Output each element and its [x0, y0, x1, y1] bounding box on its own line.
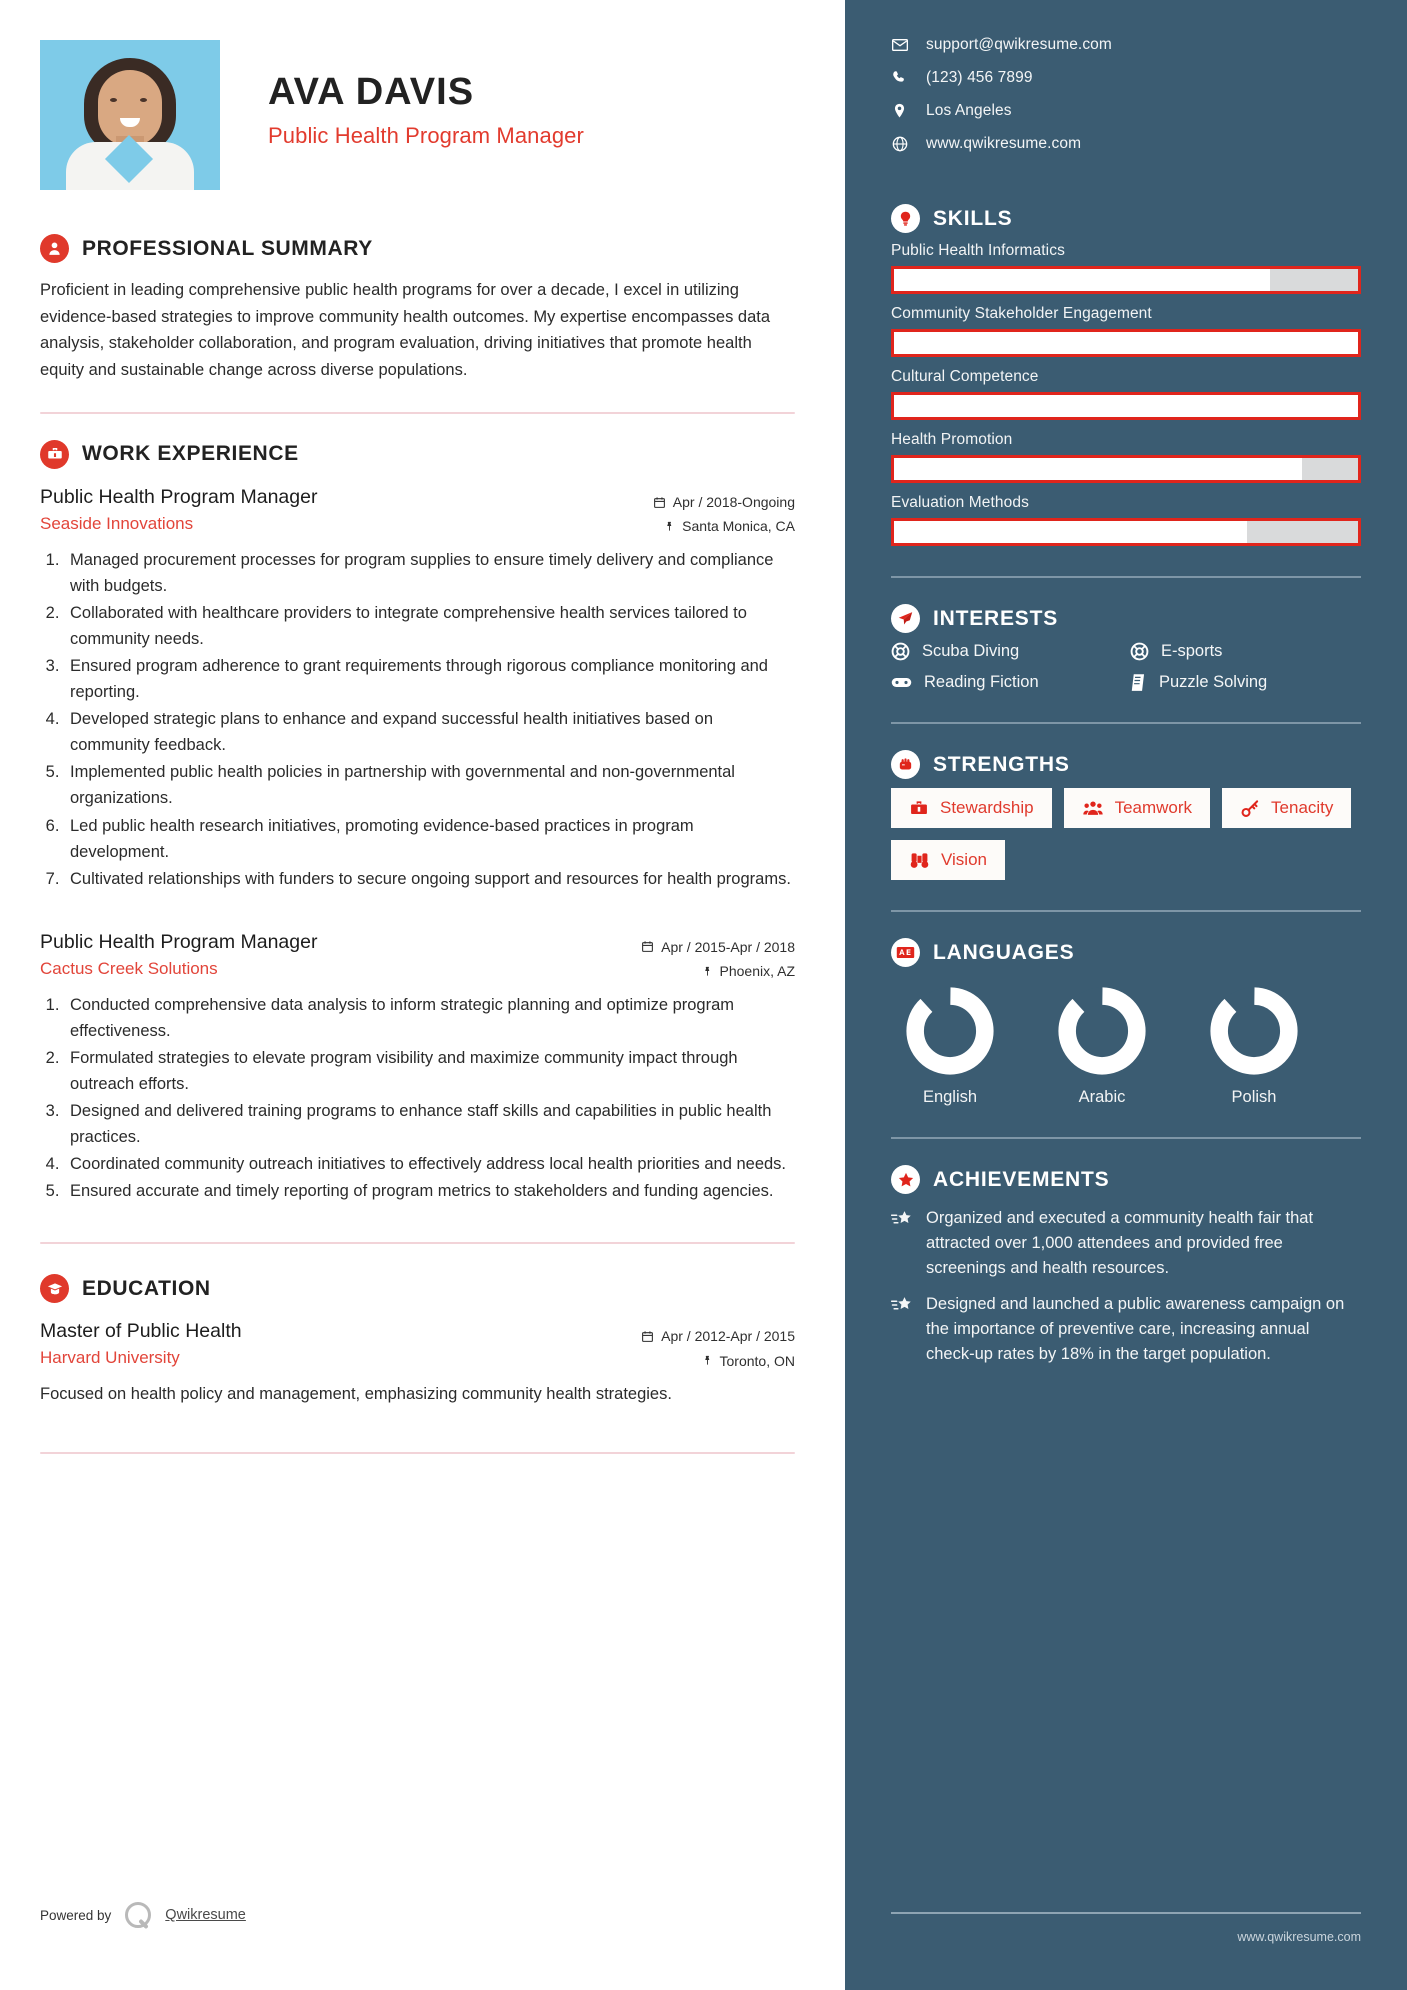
skill-bar — [891, 329, 1361, 357]
section-header-achievements — [891, 1165, 1361, 1194]
section-title: LANGUAGES — [933, 940, 1075, 964]
education-entry — [40, 1317, 795, 1407]
job-organization: Cactus Creek Solutions — [40, 958, 218, 978]
skill-label: Health Promotion — [891, 431, 1013, 448]
fist-icon — [891, 750, 920, 779]
contact-location: Los Angeles — [926, 101, 1012, 119]
education-description: Focused on health policy and management, emphasizing community health strategies. — [40, 1385, 672, 1404]
language-donut-chart — [1208, 985, 1300, 1077]
strength-label: Vision — [941, 850, 987, 869]
skill-bar-fill — [894, 332, 1358, 354]
sidebar-divider — [891, 1137, 1361, 1139]
star-badge-icon — [891, 1165, 920, 1194]
job-organization: Seaside Innovations — [40, 514, 194, 534]
interest-item — [891, 642, 1122, 661]
section-title: WORK EXPERIENCE — [82, 442, 299, 466]
contact-website: www.qwikresume.com — [926, 134, 1082, 152]
interest-label: Scuba Diving — [922, 642, 1020, 660]
translate-icon — [891, 938, 920, 967]
summary-text: Proficient in leading comprehensive public health programs for over a decade, I excel in utilizing evidence-based strategies to improve community health outcomes. My expertise encompasses data analysis, stakeholder collaboration, and program evaluation, driving initiatives that promote health equity and sustainable change across diverse populations. — [40, 281, 771, 380]
avatar — [40, 40, 220, 190]
language-donut-chart — [904, 985, 996, 1077]
skill-bar-fill — [894, 458, 1302, 480]
skill-bar — [891, 266, 1361, 294]
education-meta — [641, 1317, 795, 1373]
skill-bar — [891, 392, 1361, 420]
contact-website-row[interactable] — [891, 127, 1361, 160]
briefcase-icon — [909, 799, 929, 818]
sidebar — [845, 0, 1407, 1990]
skill-label: Evaluation Methods — [891, 494, 1029, 511]
strength-chip — [891, 788, 1052, 828]
skill-label: Cultural Competence — [891, 368, 1039, 385]
section-title: INTERESTS — [933, 606, 1059, 630]
bullet-item: 5. Ensured accurate and timely reporting of program metrics to stakeholders and funding agencies. — [64, 1178, 795, 1204]
pin-icon — [664, 520, 675, 533]
pin-icon — [702, 1354, 713, 1367]
strength-label: Tenacity — [1271, 798, 1334, 817]
language-label: Arabic — [1078, 1088, 1126, 1106]
binoculars-icon — [909, 851, 930, 870]
resume-header — [40, 40, 795, 190]
school-name: Harvard University — [40, 1348, 180, 1368]
map-pin-icon — [891, 103, 908, 119]
candidate-name: AVA DAVIS — [268, 71, 475, 113]
language-item — [1043, 985, 1161, 1107]
achievement-text: Organized and executed a community health fair that attracted over 1,000 attendees and provided free screenings and health resources. — [926, 1209, 1314, 1277]
job-title: Public Health Program Manager — [40, 930, 318, 953]
education-dates: Apr / 2012-Apr / 2015 — [661, 1328, 795, 1345]
strengths-grid — [891, 788, 1361, 880]
language-donut-chart — [1056, 985, 1148, 1077]
book-icon — [1130, 673, 1147, 692]
interest-item — [1130, 673, 1361, 692]
divider — [40, 412, 795, 414]
bullet-item: 2. Collaborated with healthcare providers to integrate comprehensive health services tailored to community needs. — [64, 600, 795, 652]
job-dates: Apr / 2018-Ongoing — [672, 493, 795, 510]
work-entry — [40, 928, 795, 1205]
language-item — [1195, 985, 1313, 1107]
sidebar-divider — [891, 1912, 1361, 1914]
skill-item — [891, 305, 1361, 357]
calendar-icon — [653, 496, 666, 509]
interest-item — [1130, 642, 1361, 661]
job-location-row — [641, 959, 795, 984]
languages-row — [891, 985, 1361, 1107]
work-entry — [40, 483, 795, 892]
divider — [40, 1242, 795, 1244]
section-header-interests — [891, 604, 1361, 633]
interest-label: E-sports — [1161, 642, 1223, 660]
candidate-role: Public Health Program Manager — [268, 122, 584, 148]
skill-item — [891, 431, 1361, 483]
job-bullets — [64, 992, 795, 1205]
job-location-row — [653, 514, 795, 539]
section-title: EDUCATION — [82, 1276, 211, 1300]
skill-label: Community Stakeholder Engagement — [891, 305, 1152, 322]
lightbulb-icon — [891, 204, 920, 233]
education-location-row — [641, 1349, 795, 1374]
pin-icon — [702, 965, 713, 978]
education-dates-row — [641, 1324, 795, 1349]
interest-item — [891, 673, 1122, 692]
sidebar-divider — [891, 910, 1361, 912]
job-dates-row — [641, 935, 795, 960]
achievement-text: Designed and launched a public awareness campaign on the importance of preventive care, increasing annual check-up rates by 18% in the target population. — [926, 1295, 1345, 1363]
section-title: ACHIEVEMENTS — [933, 1167, 1110, 1191]
skill-item — [891, 368, 1361, 420]
sidebar-divider — [891, 576, 1361, 578]
sidebar-footer — [891, 1912, 1361, 1944]
bullet-item: 6. Led public health research initiatives, promoting evidence-based practices in program development. — [64, 813, 795, 865]
job-dates: Apr / 2015-Apr / 2018 — [661, 938, 795, 955]
skill-label: Public Health Informatics — [891, 242, 1065, 259]
contact-email: support@qwikresume.com — [926, 35, 1112, 53]
bullet-item: 3. Ensured program adherence to grant requirements through rigorous compliance monitoring and reporting. — [64, 653, 795, 705]
job-bullets — [64, 547, 795, 892]
skill-bar-fill — [894, 395, 1358, 417]
qwikresume-logo-icon — [125, 1902, 151, 1928]
skill-bar-fill — [894, 269, 1270, 291]
bullet-item: 7. Cultivated relationships with funders to secure ongoing support and resources for health programs. — [64, 866, 795, 892]
job-location: Phoenix, AZ — [719, 963, 795, 980]
job-title: Public Health Program Manager — [40, 485, 318, 508]
contact-phone: (123) 456 7899 — [926, 68, 1033, 86]
life-ring-icon — [1130, 642, 1149, 661]
interest-label: Puzzle Solving — [1159, 673, 1268, 691]
bullet-item: 2. Formulated strategies to elevate program visibility and maximize community impact through outreach efforts. — [64, 1045, 795, 1097]
section-header-summary — [40, 234, 795, 263]
section-header-work — [40, 440, 795, 469]
skill-bar — [891, 455, 1361, 483]
bullet-item: 5. Implemented public health policies in partnership with governmental and non-governmental organizations. — [64, 759, 795, 811]
strength-chip — [1064, 788, 1210, 828]
interests-grid — [891, 642, 1361, 692]
life-ring-icon — [891, 642, 910, 661]
gamepad-icon — [891, 675, 912, 690]
strength-label: Stewardship — [940, 798, 1034, 817]
powered-by-footer — [40, 1902, 246, 1928]
education-location: Toronto, ON — [719, 1352, 795, 1369]
section-header-languages — [891, 938, 1361, 967]
achievement-item — [891, 1292, 1361, 1366]
job-location: Santa Monica, CA — [682, 518, 795, 535]
language-item — [891, 985, 1009, 1107]
envelope-icon — [891, 39, 908, 51]
contact-phone-row[interactable] — [891, 61, 1361, 94]
calendar-icon — [641, 1330, 654, 1343]
qwikresume-link[interactable]: Qwikresume — [165, 1907, 246, 1923]
shooting-star-icon — [891, 1206, 913, 1280]
skill-item — [891, 242, 1361, 294]
section-title: STRENGTHS — [933, 752, 1070, 776]
divider — [40, 1452, 795, 1454]
bullet-item: 1. Managed procurement processes for program supplies to ensure timely delivery and compliance with budgets. — [64, 547, 795, 599]
name-block — [268, 40, 584, 149]
language-label: English — [922, 1088, 978, 1106]
people-icon — [1082, 799, 1104, 818]
skill-bar-fill — [894, 521, 1247, 543]
strength-chip — [891, 840, 1005, 880]
skill-bar — [891, 518, 1361, 546]
strength-chip — [1222, 788, 1351, 828]
strength-label: Teamwork — [1114, 798, 1193, 817]
calendar-icon — [641, 940, 654, 953]
bullet-item: 4. Developed strategic plans to enhance and expand successful health initiatives based on community feedback. — [64, 706, 795, 758]
paper-plane-icon — [891, 604, 920, 633]
section-title: PROFESSIONAL SUMMARY — [82, 236, 373, 260]
interest-label: Reading Fiction — [924, 673, 1039, 691]
section-title: SKILLS — [933, 206, 1013, 230]
section-header-skills — [891, 204, 1361, 233]
bullet-item: 4. Coordinated community outreach initiatives to effectively address local health priorities and needs. — [64, 1151, 795, 1177]
job-meta — [653, 483, 795, 539]
job-dates-row — [653, 490, 795, 515]
key-icon — [1240, 799, 1260, 818]
graduation-icon — [40, 1274, 69, 1303]
contact-list — [891, 28, 1361, 160]
bullet-item: 1. Conducted comprehensive data analysis to inform strategic planning and optimize program effectiveness. — [64, 992, 795, 1044]
bullet-item: 3. Designed and delivered training programs to enhance staff skills and capabilities in public health practices. — [64, 1098, 795, 1150]
contact-location-row — [891, 94, 1361, 127]
sidebar-divider — [891, 722, 1361, 724]
shooting-star-icon — [891, 1292, 913, 1366]
job-meta — [641, 928, 795, 984]
globe-icon — [891, 136, 908, 152]
degree-title: Master of Public Health — [40, 1320, 242, 1343]
language-label: Polish — [1231, 1088, 1277, 1106]
skill-item — [891, 494, 1361, 546]
site-url: www.qwikresume.com — [1237, 1930, 1361, 1944]
achievement-item — [891, 1206, 1361, 1280]
powered-by-label: Powered by — [40, 1907, 112, 1923]
contact-email-row[interactable] — [891, 28, 1361, 61]
phone-icon — [891, 70, 908, 85]
section-header-education — [40, 1274, 795, 1303]
section-header-strengths — [891, 750, 1361, 779]
user-icon — [40, 234, 69, 263]
briefcase-icon — [40, 440, 69, 469]
